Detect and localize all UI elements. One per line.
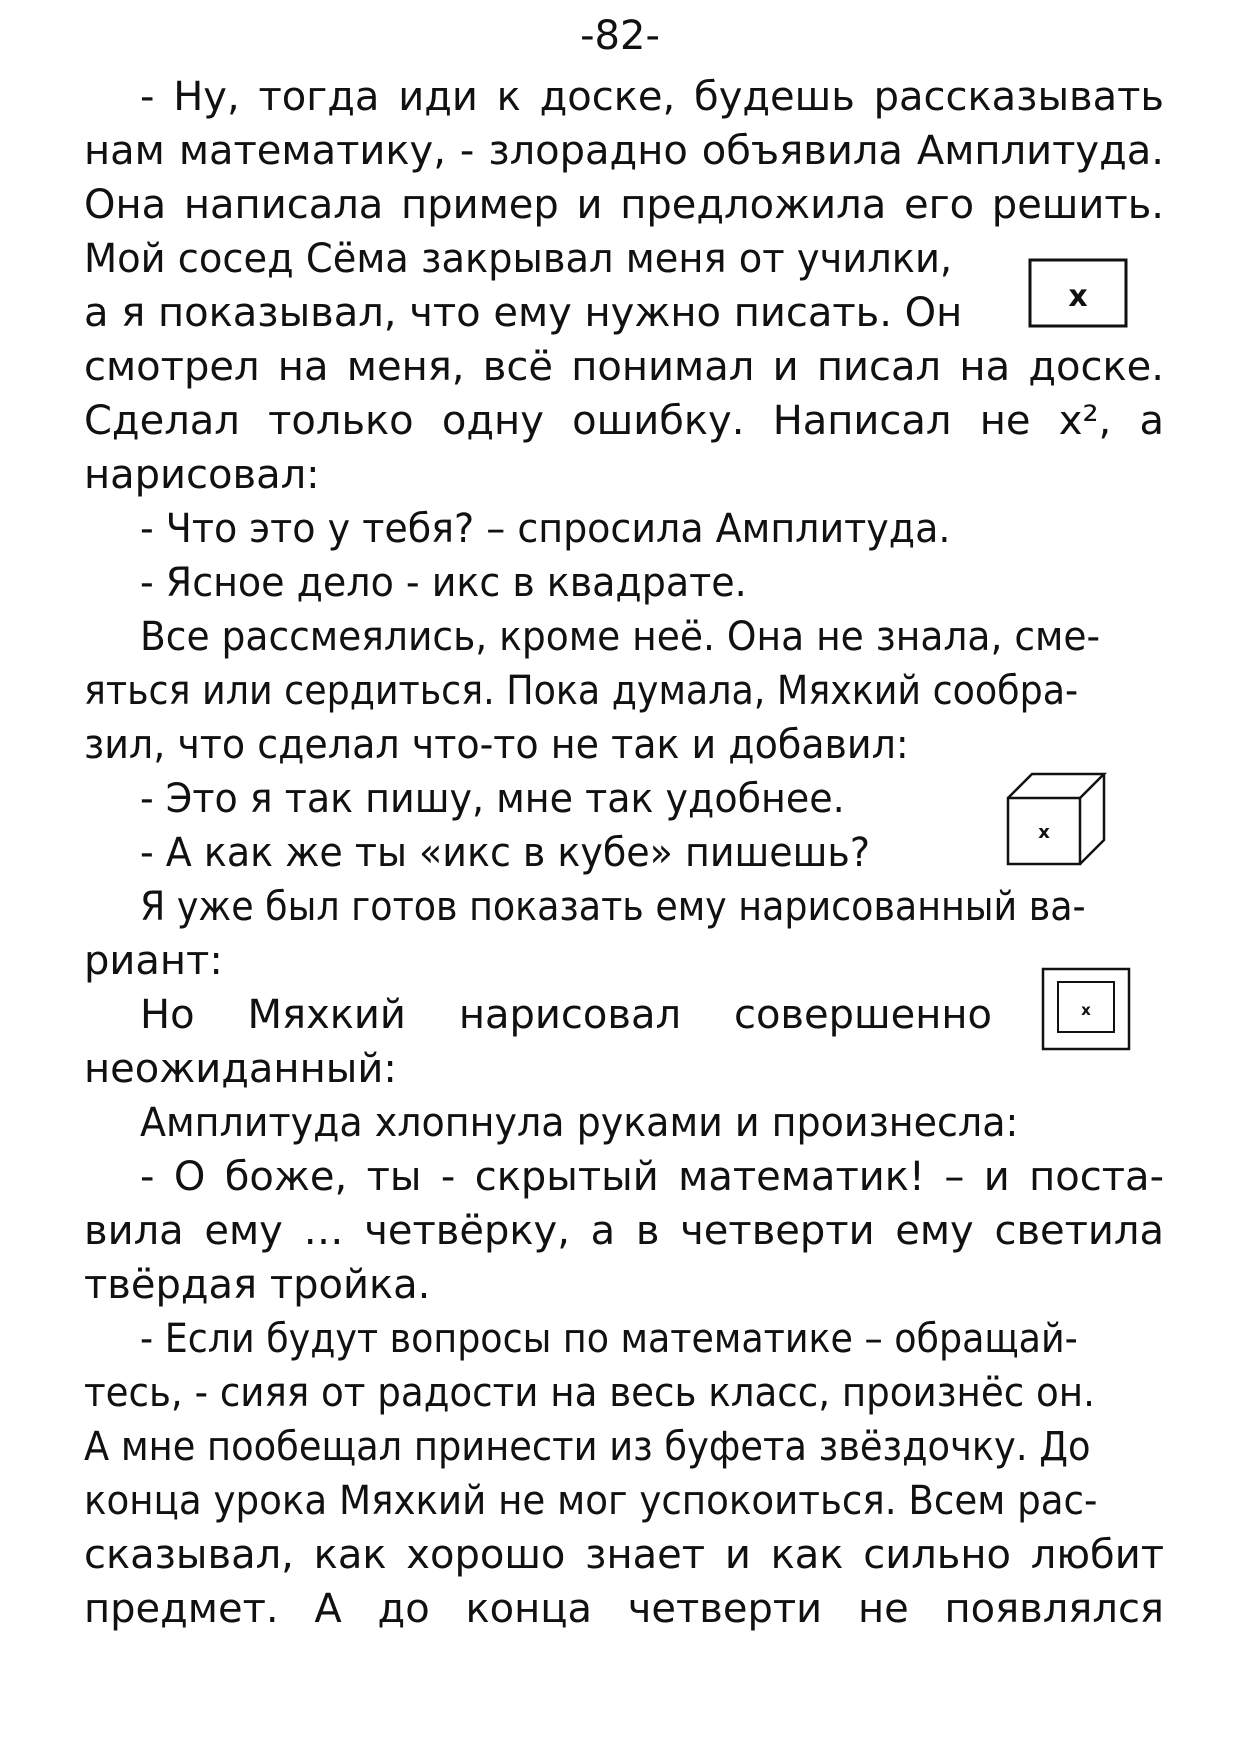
text-line: - Это я так пишу, мне так удобнее. — [140, 776, 845, 822]
text-line: Сделал только одну ошибку. Написал не x², а — [84, 398, 1164, 444]
cube-drawing — [1004, 770, 1114, 870]
x-in-cube-figure — [1004, 770, 1114, 870]
text-line: нам математику, - злорадно объявила Амплитуда. — [84, 128, 1164, 174]
page-number: -82- — [580, 13, 660, 59]
text-line: Все рассмеялись, кроме неё. Она не знала, сме- — [140, 614, 1101, 660]
text-line: тесь, - сияя от радости на весь класс, произнёс он. — [84, 1370, 1095, 1416]
text-line: яться или сердиться. Пока думала, Мяхкий сообра- — [84, 668, 1079, 714]
text-line: риант: — [84, 938, 223, 984]
text-line: конца урока Мяхкий не мог успокоиться. Всем рас- — [84, 1478, 1098, 1524]
text-line: твёрдая тройка. — [84, 1262, 431, 1308]
x-in-square-figure — [1026, 256, 1130, 332]
text-line: - О боже, ты - скрытый математик! – и поста- — [140, 1154, 1164, 1200]
text-line: Амплитуда хлопнула руками и произнесла: — [140, 1100, 1019, 1146]
text-line: Но Мяхкий нарисовал совершенно — [140, 992, 992, 1038]
text-line: сказывал, как хорошо знает и как сильно любит — [84, 1532, 1164, 1578]
x-in-nested-square-figure — [1040, 966, 1132, 1052]
text-line: зил, что сделал что-то не так и добавил: — [84, 722, 909, 768]
text-line: - Ясное дело - икс в квадрате. — [140, 560, 747, 606]
text-line: - Ну, тогда иди к доске, будешь рассказывать — [140, 74, 1164, 120]
square-label: x — [1068, 279, 1088, 314]
text-line: Я уже был готов показать ему нарисованный ва- — [140, 884, 1086, 930]
text-line: смотрел на меня, всё понимал и писал на доске. — [84, 344, 1164, 390]
text-line: - Если будут вопросы по математике – обращай- — [140, 1316, 1078, 1362]
text-line: предмет. А до конца четверти не появлялся — [84, 1586, 1164, 1632]
nested-square-drawing — [1040, 966, 1132, 1052]
cube-label: x — [1038, 822, 1050, 843]
text-line: а я показывал, что ему нужно писать. Он — [84, 290, 963, 336]
text-line: - А как же ты «икс в кубе» пишешь? — [140, 830, 871, 876]
nested-square-label: x — [1081, 1001, 1091, 1019]
square-drawing — [1026, 256, 1130, 332]
text-line: А мне пообещал принести из буфета звёздочку. До — [84, 1424, 1091, 1470]
text-line: Мой сосед Сёма закрывал меня от училки, — [84, 236, 953, 282]
text-line: нарисовал: — [84, 452, 320, 498]
text-line: вила ему … четвёрку, а в четверти ему светила — [84, 1208, 1164, 1254]
text-line: неожиданный: — [84, 1046, 397, 1092]
text-line: Она написала пример и предложила его решить. — [84, 182, 1164, 228]
text-line: - Что это у тебя? – спросила Амплитуда. — [140, 506, 951, 552]
